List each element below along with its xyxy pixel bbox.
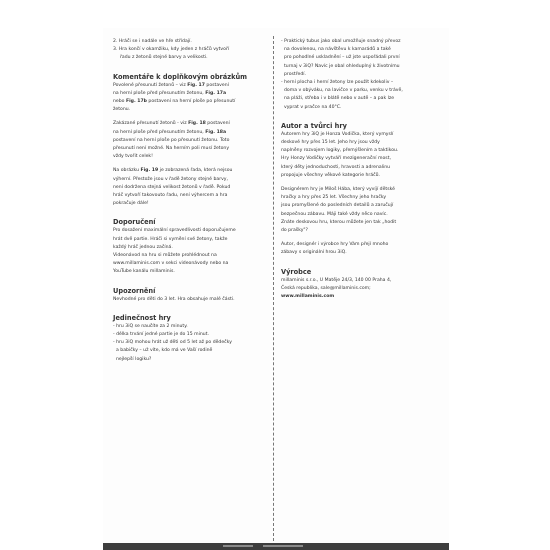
manual-page	[103, 28, 449, 543]
list-item: - Praktický tubus jako obal umožňuje snadný převoz	[281, 39, 401, 44]
features-list	[281, 38, 441, 112]
author-paragraph-3	[281, 241, 441, 257]
recommendation-paragraph-2	[113, 252, 273, 277]
rules-list	[113, 38, 273, 63]
right-column	[281, 38, 441, 301]
text-line: na herní ploše před přesunutím žetonu, Fig. 18a	[113, 129, 227, 135]
producer-heading: Výrobce	[281, 267, 312, 276]
text-line: naplněny rozvojem logiky, přemýšlením a taktikou.	[281, 148, 399, 154]
comments-paragraph-2	[113, 120, 273, 161]
list-item-continued: na dovolenou, na návštěvu k kamarádů a také	[284, 47, 391, 53]
text-line: Hry Honzy Vodičky vytváří mezigenerační most,	[281, 156, 391, 162]
text-line: do prašky"?	[281, 228, 308, 234]
comments-paragraph-1	[113, 82, 273, 115]
list-item-continued: turnaj v 3iQ? Navíc je obal ohleduplný k životnímu	[284, 63, 400, 69]
text-line: Autorem hry 3iQ je Honza Vodička, který vymyslí	[281, 131, 394, 137]
text-line: Zakázané přesunutí žetonů - viz Fig. 18 postavení	[113, 121, 230, 127]
list-item: - hru 3iQ se naučíte za 2 minuty.	[113, 323, 188, 329]
text-line: Povolené přesunutí žetonů – viz Fig. 17 postavení	[113, 82, 229, 88]
text-line: postavení na herní ploše po přesunutí žetonu. Toto	[113, 137, 230, 143]
list-item-continued: nejlepší logiku?	[116, 356, 152, 362]
text-line: Znáte deskovou hru, kterou můžete jen tak „hodit	[281, 219, 397, 225]
text-line: Designérem hry je Miloš Hába, který vyvíjí dětské	[281, 187, 395, 193]
website-text: www.millaminis.com	[281, 294, 335, 300]
comments-paragraph-3	[113, 167, 273, 208]
text-line: každý hráč jednou začíná.	[113, 244, 173, 250]
list-item: - hru 3iQ mohou hrát už děti od 5 let až po dědečky	[113, 340, 232, 346]
recommendation-heading: Doporučení	[113, 218, 156, 227]
column-separator	[273, 36, 274, 541]
list-item-continued: na pláži, střeba i v blátě nebo v autě – a pak lze	[284, 96, 395, 102]
text-line: na herní ploše před přesunutím žetonu, Fig. 17a	[113, 90, 227, 96]
bottom-edge-strip	[103, 543, 449, 550]
text-line: bezpečnou zábavu. Máji také vždy něco navíc.	[281, 211, 388, 217]
text-line: Videonávod na hru si můžete prohlédnout na	[113, 253, 217, 259]
list-item: - délka trvání jedné partie je do 15 minut.	[113, 332, 209, 338]
text-line: pokračuje dále!	[113, 201, 149, 207]
uniqueness-list	[113, 323, 273, 364]
text-line: Na obrázku Fig. 19 je zobrazená řada, která nejsou	[113, 168, 233, 174]
text-line: millaminis s.r.o., U Matěje 24/3, 140 00 Praha 4,	[281, 277, 392, 283]
text-line: propojuje všechny věkové kategorie hráčů.	[281, 172, 381, 178]
text-line: hráč vytvoří takovouto řadu, není výhercem a hra	[113, 193, 228, 199]
text-line: Pro dosažení maximální spravedlivosti doporučujeme	[113, 228, 236, 234]
text-line: jsou promyšlené do posledních detailů a zaručují	[281, 203, 394, 209]
text-line: nebo Fig. 17b postavení na herní ploše po přesunutí	[113, 99, 236, 105]
comments-heading: Komentáře k doplňkovým obrázkům	[113, 72, 248, 81]
list-item: 3. Hra končí v okamžiku, kdy jeden z hráčů vytvoří	[113, 47, 230, 53]
list-item-continued: pro pohodlné uskladnění – už jste uspořádali první	[284, 55, 400, 61]
text-line: YouTube kanálu millaminis.	[113, 269, 175, 275]
text-line: hračky a hry přes 25 let. Všechny jeho hračky	[281, 195, 387, 201]
text-line: žetonu.	[113, 107, 131, 113]
text-line: deskové hry přes 15 let. Jeho hry jsou vždy	[281, 140, 380, 146]
author-paragraph-1	[281, 131, 441, 180]
list-item-continued: řadu z žetonů stejné barvy a velikosti.	[120, 55, 208, 61]
list-item-continued: vyprat v pračce na 40°C.	[284, 104, 342, 110]
list-item-continued: prostředí.	[284, 71, 306, 77]
author-paragraph-2	[281, 186, 441, 235]
strip-mark	[223, 545, 253, 547]
text-line: www.millaminis.com v sekci videonávody nebo na	[113, 261, 229, 267]
list-item: - herní plocha i herní žetony lze použít kdekoliv –	[281, 80, 394, 86]
text-line: přesunutí není možné. Na herním poli musí žetony	[113, 146, 230, 152]
author-heading: Autor a tvůrci hry	[281, 121, 347, 130]
text-line: hrát dvě partie. Hráči si vymění své žetony, takže	[113, 236, 228, 242]
strip-mark	[263, 545, 303, 547]
list-item-continued: a babičky – už víte, kdo má ve Vaší rodině	[116, 348, 213, 354]
text-line: zábavy s originální hrou 3iQ.	[281, 250, 347, 256]
left-column	[113, 38, 273, 364]
text-line: není dodržena stejná velikost žetonů v řadě. Pokud	[113, 184, 231, 190]
text-line: Česká republika, sale@millaminis.com;	[281, 285, 371, 291]
text-line: výherní. Přestože jsou v řadě žetony stejné barvy,	[113, 176, 228, 182]
warning-heading: Upozornění	[113, 286, 156, 295]
recommendation-paragraph-1	[113, 227, 273, 252]
warning-text: Nevhodné pro děti do 3 let. Hra obsahuje malé části.	[113, 296, 235, 302]
producer-address	[281, 277, 441, 302]
text-line: Autor, designér i výrobce hry Vám přejí mnoho	[281, 242, 389, 248]
list-item-continued: doma v obýváku, na lavičce v parku, venku v trávě,	[284, 88, 403, 94]
text-line: vždy tvořit celek!	[113, 154, 153, 160]
text-line: který děty jednoduchosti, hravosti a adrenalinu	[281, 164, 391, 170]
uniqueness-heading: Jedinečnost hry	[113, 313, 171, 322]
list-item: 2. Hráči se i nadále ve hře střídají.	[113, 39, 192, 44]
